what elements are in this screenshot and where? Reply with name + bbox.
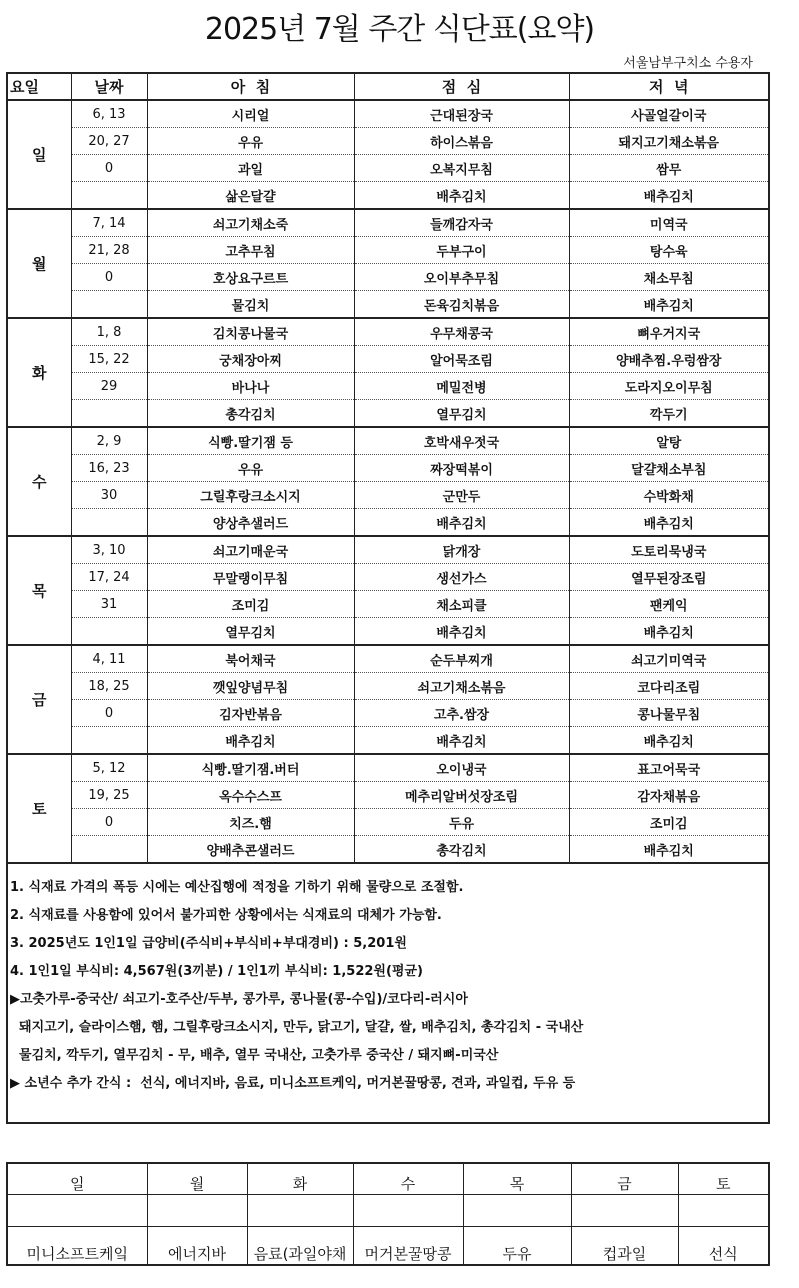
snack-empty-cell	[353, 1195, 463, 1227]
date-cell: 1, 8	[71, 318, 147, 346]
dinner-cell: 배추김치	[569, 836, 769, 864]
breakfast-cell: 김자반볶음	[147, 700, 354, 727]
breakfast-cell: 식빵.딸기잼 등	[147, 427, 354, 455]
menu-row	[7, 645, 769, 673]
lunch-cell: 두유	[354, 809, 569, 836]
date-cell	[71, 400, 147, 428]
menu-row	[7, 100, 769, 128]
header-date: 날짜	[71, 73, 147, 100]
lunch-cell: 알어묵조림	[354, 346, 569, 373]
dinner-cell: 사골얼갈이국	[569, 100, 769, 128]
table-header-row	[7, 73, 769, 100]
snack-day: 수	[353, 1163, 463, 1195]
lunch-cell: 메추리알버섯장조림	[354, 782, 569, 809]
lunch-cell: 오이부추무침	[354, 264, 569, 291]
dinner-cell: 팬케익	[569, 591, 769, 618]
lunch-cell: 오이냉국	[354, 754, 569, 782]
breakfast-cell: 김치콩나물국	[147, 318, 354, 346]
snack-day: 일	[7, 1163, 147, 1195]
date-cell: 15, 22	[71, 346, 147, 373]
dinner-cell: 쌈무	[569, 155, 769, 182]
note-line: ▶고춧가루-중국산/ 쇠고기-호주산/두부, 콩가루, 콩나물(콩-수입)/코다리-러시아	[10, 992, 468, 1007]
lunch-cell: 근대된장국	[354, 100, 569, 128]
lunch-cell: 배추김치	[354, 509, 569, 537]
day-label: 토	[7, 754, 71, 863]
lunch-cell: 생선가스	[354, 564, 569, 591]
dinner-cell: 감자채볶음	[569, 782, 769, 809]
dinner-cell: 조미김	[569, 809, 769, 836]
breakfast-cell: 궁채장아찌	[147, 346, 354, 373]
lunch-cell: 두부구이	[354, 237, 569, 264]
dinner-cell: 양배추찜.우렁쌈장	[569, 346, 769, 373]
menu-row	[7, 182, 769, 210]
breakfast-cell: 과일	[147, 155, 354, 182]
date-cell: 31	[71, 591, 147, 618]
snack-day: 월	[147, 1163, 247, 1195]
day-label: 목	[7, 536, 71, 645]
dinner-cell: 탕수육	[569, 237, 769, 264]
dinner-cell: 수박화채	[569, 482, 769, 509]
date-cell: 7, 14	[71, 209, 147, 237]
note-line: 1. 식재료 가격의 폭등 시에는 예산집행에 적정을 기하기 위해 물량으로 조절함.	[10, 880, 464, 895]
menu-row	[7, 536, 769, 564]
dinner-cell: 깍두기	[569, 400, 769, 428]
note-line: 돼지고기, 슬라이스햄, 햄, 그릴후랑크소시지, 만두, 닭고기, 달걀, 쌀, 배추김치, 총각김치 - 국내산	[10, 1020, 584, 1035]
snack-item: 선식	[678, 1227, 769, 1266]
snack-empty-cell	[463, 1195, 571, 1227]
menu-row	[7, 400, 769, 428]
menu-row	[7, 209, 769, 237]
dinner-cell: 돼지고기채소볶음	[569, 128, 769, 155]
note-line: 물김치, 깍두기, 열무김치 - 무, 배추, 열무 국내산, 고춧가루 중국산 / 돼지뼈-미국산	[10, 1048, 499, 1063]
menu-row	[7, 155, 769, 182]
lunch-cell: 오복지무침	[354, 155, 569, 182]
breakfast-cell: 호상요구르트	[147, 264, 354, 291]
date-cell: 30	[71, 482, 147, 509]
day-label: 금	[7, 645, 71, 754]
snack-item-row	[7, 1227, 769, 1266]
dinner-cell: 도토리묵냉국	[569, 536, 769, 564]
menu-row	[7, 455, 769, 482]
page-title: 2025년 7월 주간 식단표(요약)	[204, 12, 595, 47]
lunch-cell: 쇠고기채소볶음	[354, 673, 569, 700]
dinner-cell: 배추김치	[569, 509, 769, 537]
snack-item: 두유	[463, 1227, 571, 1266]
breakfast-cell: 우유	[147, 455, 354, 482]
dinner-cell: 코다리조림	[569, 673, 769, 700]
snack-table	[6, 1162, 770, 1266]
date-cell: 20, 27	[71, 128, 147, 155]
lunch-cell: 채소피클	[354, 591, 569, 618]
breakfast-cell: 삶은달걀	[147, 182, 354, 210]
snack-day: 토	[678, 1163, 769, 1195]
menu-row	[7, 673, 769, 700]
lunch-cell: 순두부찌개	[354, 645, 569, 673]
breakfast-cell: 쇠고기채소죽	[147, 209, 354, 237]
date-cell: 0	[71, 264, 147, 291]
organization-label: 서울남부구치소 수용자	[623, 56, 753, 71]
lunch-cell: 메밀전병	[354, 373, 569, 400]
date-cell: 29	[71, 373, 147, 400]
dinner-cell: 배추김치	[569, 182, 769, 210]
breakfast-cell: 치즈.햄	[147, 809, 354, 836]
date-cell	[71, 182, 147, 210]
menu-row	[7, 346, 769, 373]
day-label: 일	[7, 100, 71, 209]
dinner-cell: 도라지오이무침	[569, 373, 769, 400]
date-cell: 4, 11	[71, 645, 147, 673]
lunch-cell: 닭개장	[354, 536, 569, 564]
breakfast-cell: 우유	[147, 128, 354, 155]
menu-row	[7, 727, 769, 755]
day-label: 수	[7, 427, 71, 536]
snack-item: 에너지바	[147, 1227, 247, 1266]
breakfast-cell: 식빵.딸기잼.버터	[147, 754, 354, 782]
menu-row	[7, 509, 769, 537]
breakfast-cell: 옥수수스프	[147, 782, 354, 809]
dinner-cell: 배추김치	[569, 291, 769, 319]
menu-row	[7, 618, 769, 646]
snack-empty-cell	[247, 1195, 353, 1227]
date-cell: 0	[71, 155, 147, 182]
lunch-cell: 들깨감자국	[354, 209, 569, 237]
day-label: 월	[7, 209, 71, 318]
breakfast-cell: 그릴후랑크소시지	[147, 482, 354, 509]
snack-item: 음료(과일야채	[247, 1227, 353, 1266]
lunch-cell: 열무김치	[354, 400, 569, 428]
breakfast-cell: 바나나	[147, 373, 354, 400]
breakfast-cell: 무말랭이무침	[147, 564, 354, 591]
date-cell: 0	[71, 809, 147, 836]
lunch-cell: 우무채콩국	[354, 318, 569, 346]
lunch-cell: 배추김치	[354, 618, 569, 646]
lunch-cell: 배추김치	[354, 182, 569, 210]
header-breakfast: 아 침	[147, 73, 354, 100]
breakfast-cell: 양상추샐러드	[147, 509, 354, 537]
dinner-cell: 알탕	[569, 427, 769, 455]
date-cell: 17, 24	[71, 564, 147, 591]
breakfast-cell: 양배추콘샐러드	[147, 836, 354, 864]
lunch-cell: 하이스볶음	[354, 128, 569, 155]
dinner-cell: 뼈우거지국	[569, 318, 769, 346]
menu-row	[7, 264, 769, 291]
date-cell: 21, 28	[71, 237, 147, 264]
menu-row	[7, 373, 769, 400]
date-cell: 5, 12	[71, 754, 147, 782]
snack-item: 미니소프트케잌	[7, 1227, 147, 1266]
note-line: 2. 식재료를 사용함에 있어서 불가피한 상황에서는 식재료의 대체가 가능함.	[10, 908, 442, 923]
date-cell: 2, 9	[71, 427, 147, 455]
dinner-cell: 표고어묵국	[569, 754, 769, 782]
snack-empty-cell	[7, 1195, 147, 1227]
breakfast-cell: 열무김치	[147, 618, 354, 646]
note-line: 4. 1인1일 부식비: 4,567원(3끼분) / 1인1끼 부식비: 1,522원(평균)	[10, 964, 423, 979]
snack-empty-cell	[678, 1195, 769, 1227]
dinner-cell: 배추김치	[569, 618, 769, 646]
breakfast-cell: 배추김치	[147, 727, 354, 755]
menu-row	[7, 754, 769, 782]
snack-day-row	[7, 1163, 769, 1195]
dinner-cell: 미역국	[569, 209, 769, 237]
menu-row	[7, 291, 769, 319]
breakfast-cell: 시리얼	[147, 100, 354, 128]
menu-row	[7, 564, 769, 591]
dinner-cell: 쇠고기미역국	[569, 645, 769, 673]
dinner-cell: 달걀채소부침	[569, 455, 769, 482]
breakfast-cell: 쇠고기매운국	[147, 536, 354, 564]
snack-item: 컵과일	[571, 1227, 678, 1266]
date-cell	[71, 509, 147, 537]
snack-day: 화	[247, 1163, 353, 1195]
breakfast-cell: 물김치	[147, 291, 354, 319]
breakfast-cell: 조미김	[147, 591, 354, 618]
weekly-menu-table	[6, 72, 770, 864]
header-day: 요일	[7, 73, 71, 100]
breakfast-cell: 고추무침	[147, 237, 354, 264]
lunch-cell: 고추.쌈장	[354, 700, 569, 727]
header-lunch: 점 심	[354, 73, 569, 100]
lunch-cell: 군만두	[354, 482, 569, 509]
lunch-cell: 배추김치	[354, 727, 569, 755]
snack-empty-row	[7, 1195, 769, 1227]
snack-item: 머거본꿀땅콩	[353, 1227, 463, 1266]
menu-row	[7, 318, 769, 346]
dinner-cell: 열무된장조림	[569, 564, 769, 591]
header-dinner: 저 녁	[569, 73, 769, 100]
date-cell: 6, 13	[71, 100, 147, 128]
lunch-cell: 총각김치	[354, 836, 569, 864]
menu-row	[7, 591, 769, 618]
date-cell: 19, 25	[71, 782, 147, 809]
menu-row	[7, 700, 769, 727]
menu-row	[7, 237, 769, 264]
date-cell: 18, 25	[71, 673, 147, 700]
lunch-cell: 짜장떡볶이	[354, 455, 569, 482]
menu-row	[7, 782, 769, 809]
lunch-cell: 돈육김치볶음	[354, 291, 569, 319]
notes-box	[6, 856, 770, 1124]
menu-row	[7, 128, 769, 155]
breakfast-cell: 깻잎양념무침	[147, 673, 354, 700]
lunch-cell: 호박새우젓국	[354, 427, 569, 455]
date-cell	[71, 727, 147, 755]
date-cell	[71, 291, 147, 319]
date-cell: 16, 23	[71, 455, 147, 482]
snack-empty-cell	[147, 1195, 247, 1227]
dinner-cell: 배추김치	[569, 727, 769, 755]
menu-row	[7, 809, 769, 836]
snack-day: 금	[571, 1163, 678, 1195]
dinner-cell: 콩나물무침	[569, 700, 769, 727]
snack-day: 목	[463, 1163, 571, 1195]
note-line: ▶ 소년수 추가 간식 : 선식, 에너지바, 음료, 미니소프트케익, 머거본꿀땅콩, 견과, 과일컵, 두유 등	[10, 1076, 576, 1091]
menu-row	[7, 482, 769, 509]
day-label: 화	[7, 318, 71, 427]
breakfast-cell: 총각김치	[147, 400, 354, 428]
dinner-cell: 채소무침	[569, 264, 769, 291]
date-cell	[71, 618, 147, 646]
menu-row	[7, 427, 769, 455]
breakfast-cell: 북어채국	[147, 645, 354, 673]
date-cell: 0	[71, 700, 147, 727]
note-line: 3. 2025년도 1인1일 급양비(주식비+부식비+부대경비) : 5,201원	[10, 936, 407, 951]
snack-empty-cell	[571, 1195, 678, 1227]
date-cell: 3, 10	[71, 536, 147, 564]
